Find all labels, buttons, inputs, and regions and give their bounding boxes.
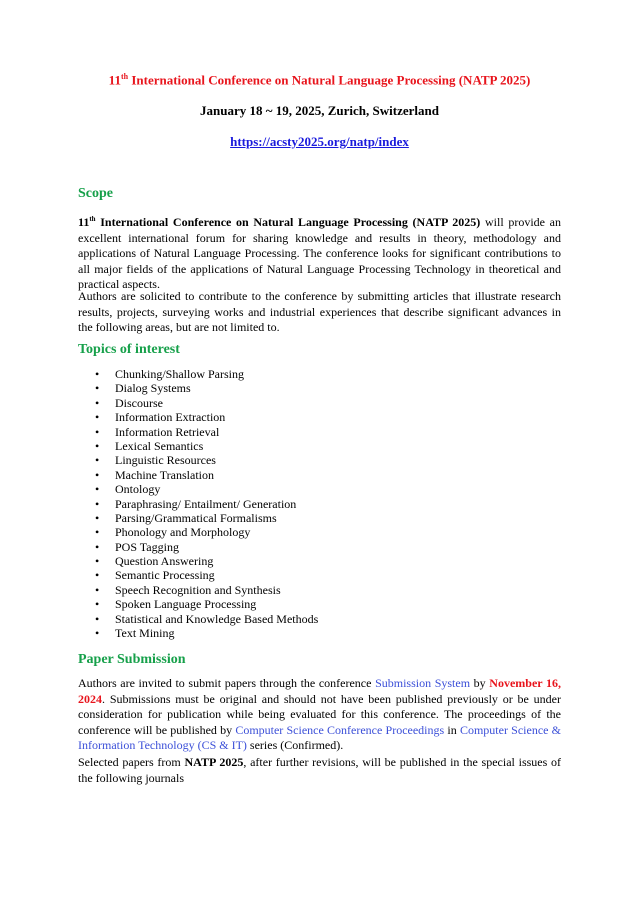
list-item: • Text Mining	[95, 626, 175, 641]
list-item: • Discourse	[95, 395, 163, 410]
topics-list	[78, 367, 318, 640]
list-item: • Speech Recognition and Synthesis	[95, 582, 281, 597]
title-number: 11	[108, 72, 121, 88]
bullet-icon: •	[95, 453, 100, 468]
list-item: • Machine Translation	[95, 467, 214, 482]
bullet-icon: •	[95, 395, 100, 410]
bullet-icon: •	[95, 626, 100, 641]
scope-paragraph-1	[78, 212, 561, 293]
submission-paragraph-2: Selected papers from NATP 2025, after further revisions, will be published in the special issues of the following journals	[78, 755, 562, 785]
bullet-icon: •	[95, 597, 100, 612]
proceedings-link[interactable]: Computer Science Conference Proceedings	[235, 722, 445, 737]
list-item: • Paraphrasing/ Entailment/ Generation	[95, 496, 297, 511]
bullet-icon: •	[95, 424, 100, 439]
bullet-icon: •	[95, 467, 100, 482]
list-item: • Parsing/Grammatical Formalisms	[95, 510, 277, 525]
list-item: • POS Tagging	[95, 539, 179, 554]
conference-title	[78, 72, 561, 88]
conference-url-link[interactable]: https://acsty2025.org/natp/index	[230, 134, 409, 149]
scope-description: will provide an excellent international forum for sharing knowledge and results in theory, methodology and applications of Natural Language Processing. The conference looks for significant contributions to all major fields of the applications of Natural Language Processing Technology in theoretical and practical aspects.	[78, 215, 561, 291]
list-item: • Spoken Language Processing	[95, 597, 257, 612]
list-item: • Dialog Systems	[95, 381, 191, 396]
conference-short-name: NATP 2025	[184, 755, 244, 769]
bullet-icon: •	[95, 410, 100, 425]
list-item: • Semantic Processing	[95, 568, 215, 583]
bullet-icon: •	[95, 582, 100, 597]
title-superscript: th	[120, 72, 129, 81]
scope-heading: Scope	[78, 186, 113, 201]
scope-conference-name: 11th International Conference on Natural Language Processing (NATP 2025)	[78, 215, 481, 229]
list-item: • Ontology	[95, 482, 161, 497]
submission-system-link[interactable]: Submission System	[375, 676, 471, 690]
cs-it-series-link[interactable]: Computer Science & Information Technology (CS & IT)	[78, 722, 562, 752]
bullet-icon: •	[95, 438, 100, 453]
list-item: • Phonology and Morphology	[95, 525, 251, 540]
conference-url-line	[78, 134, 561, 150]
conference-dates-location: January 18 ~ 19, 2025, Zurich, Switzerland	[200, 103, 439, 118]
list-item: • Linguistic Resources	[95, 453, 216, 468]
title-text: International Conference on Natural Language Processing (NATP 2025)	[128, 72, 531, 88]
list-item: • Chunking/Shallow Parsing	[95, 367, 245, 381]
bullet-icon: •	[95, 568, 100, 583]
submission-paragraph-1: Authors are invited to submit papers through the conference Submission System by November 16, 2024. Submissions must be original and should not have been published previously or be under consideration for publication while being evaluated for this conference. The proceedings of the conference will be published by Computer Science Conference Proceedings in Computer Science & Information Technology (CS & IT) series (Confirmed).	[78, 676, 562, 752]
bullet-icon: •	[95, 381, 100, 396]
list-item: • Lexical Semantics	[95, 438, 204, 453]
bullet-icon: •	[95, 510, 100, 525]
bullet-icon: •	[95, 539, 100, 554]
bullet-icon: •	[95, 496, 100, 511]
paper-submission-heading: Paper Submission	[78, 652, 186, 667]
bullet-icon: •	[95, 367, 100, 381]
topics-heading: Topics of interest	[78, 342, 180, 357]
list-item: • Information Retrieval	[95, 424, 220, 439]
list-item: • Information Extraction	[95, 410, 226, 425]
submission-deadline: November 16, 2024	[78, 676, 561, 706]
bullet-icon: •	[95, 482, 100, 497]
bullet-icon: •	[95, 525, 100, 540]
list-item: • Statistical and Knowledge Based Methods	[95, 611, 319, 626]
bullet-icon: •	[95, 554, 100, 569]
list-item: • Question Answering	[95, 554, 214, 569]
bullet-icon: •	[95, 611, 100, 626]
scope-paragraph-2: Authors are solicited to contribute to the conference by submitting articles that illustrate research results, projects, surveying works and industrial experiences that describe significant advances in the following areas, but are not limited to.	[78, 289, 561, 334]
